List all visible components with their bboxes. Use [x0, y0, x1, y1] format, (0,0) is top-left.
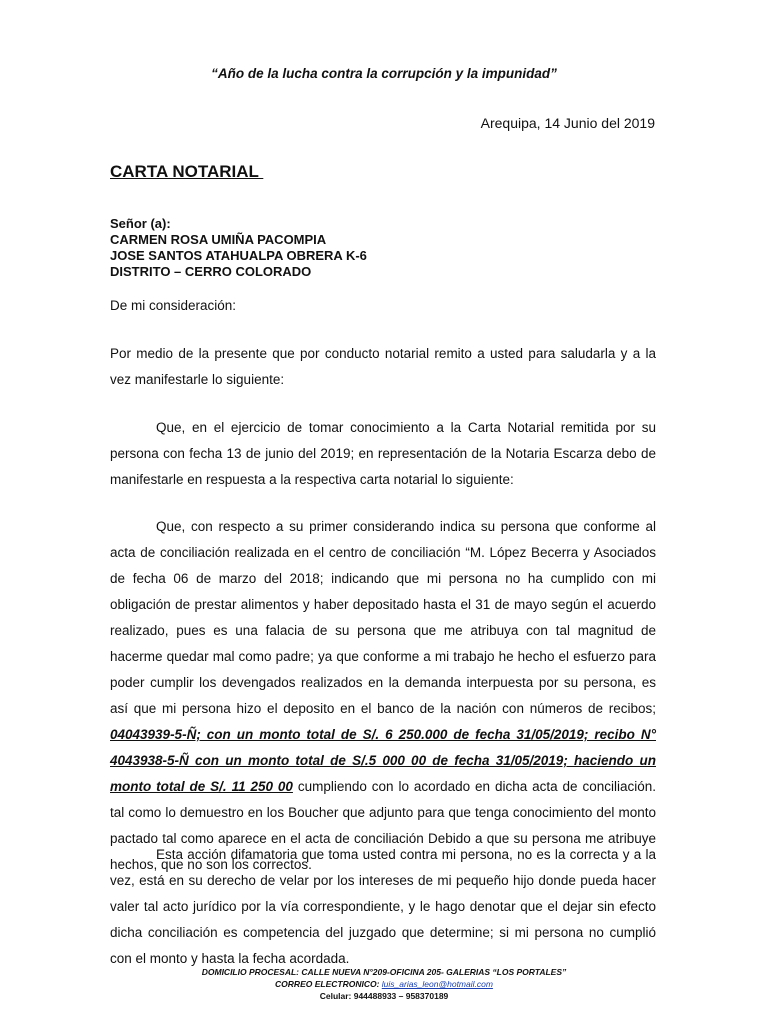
paragraph-3-intro: Que, con respecto a su primer considerando indica su persona que conforme al acta de conciliación realizada en el centro de conciliación “M. López Becerra y Asociados de fecha 06 de marzo del 2018; indicando que mi persona no ha cumplido con mi obligación de prestar alimentos y haber depositado hasta el 31 de mayo según el acuerdo realizado, pues es una falacia de su persona que me atribuya con tal magnitud de hacerme quedar mal como padre; ya que conforme a mi trabajo he hecho el esfuerzo para poder cumplir los devengados realizados en la demanda interpuesta por su persona, es así que mi persona hizo el deposito en el banco de la nación con números de recibos;: [110, 519, 656, 716]
recipient-name: CARMEN ROSA UMIÑA PACOMPIA: [110, 232, 327, 247]
email-link[interactable]: luis_arias_leon@hotmail.com: [381, 979, 493, 989]
paragraph-intro: Por medio de la presente que por conducto notarial remito a usted para saludarla y a la vez manifestarle lo siguiente:: [110, 346, 656, 387]
footer-email-line: [0, 978, 768, 990]
recipient-district: DISTRITO – CERRO COLORADO: [110, 264, 312, 279]
paragraph-3: [110, 514, 656, 878]
recipient-block: [110, 216, 367, 280]
date-line: Arequipa, 14 Junio del 2019: [480, 115, 655, 131]
footer-email-label: CORREO ELECTRONICO:: [275, 979, 382, 989]
paragraph-4: Esta acción difamatoria que toma usted contra mi persona, no es la correcta y a la vez, está en su derecho de velar por los intereses de mi pequeño hijo donde pueda hacer valer tal acto jurídico por la vía correspondiente, y le hago denotar que el dejar sin efecto dicha conciliación es competencia del juzgado que determine; si mi persona no cumplió con el monto y hasta la fecha acordada.: [110, 847, 656, 966]
receipt-highlight: 04043939-5-Ñ; con un monto total de S/. 6 250.000 de fecha 31/05/2019; recibo N° 4043938-5-Ñ con un monto total de S/.5 000 00 de fecha 31/05/2019; haciendo un monto total de S/. 11 250 00: [110, 727, 656, 794]
paragraph-3-rest: cumpliendo con lo acordado en dicha acta de conciliación. tal como lo demuestro en los Boucher que adjunto para que tenga conocimiento del monto pactado tal como aparece en el acta de conciliación Debido a que su persona me atribuye hechos, que no son los correctos.: [110, 779, 656, 872]
footer-address: DOMICILIO PROCESAL: CALLE NUEVA N°209-OFICINA 205- GALERIAS “LOS PORTALES”: [201, 967, 567, 977]
recipient-salute: Señor (a):: [110, 216, 171, 231]
paragraph-2: Que, en el ejercicio de tomar conocimiento a la Carta Notarial remitida por su persona con fecha 13 de junio del 2019; en representación de la Notaria Escarza debo de manifestarle en respuesta a la respectiva carta notarial lo siguiente:: [110, 420, 656, 487]
motto-line: “Año de la lucha contra la corrupción y la impunidad”: [211, 66, 557, 81]
footer: [0, 966, 768, 1002]
footer-phone: Celular: 944488933 – 958370189: [319, 991, 449, 1001]
salutation: De mi consideración:: [110, 298, 237, 313]
recipient-name: JOSE SANTOS ATAHUALPA OBRERA K-6: [110, 248, 367, 263]
document-title: CARTA NOTARIAL: [110, 162, 264, 181]
